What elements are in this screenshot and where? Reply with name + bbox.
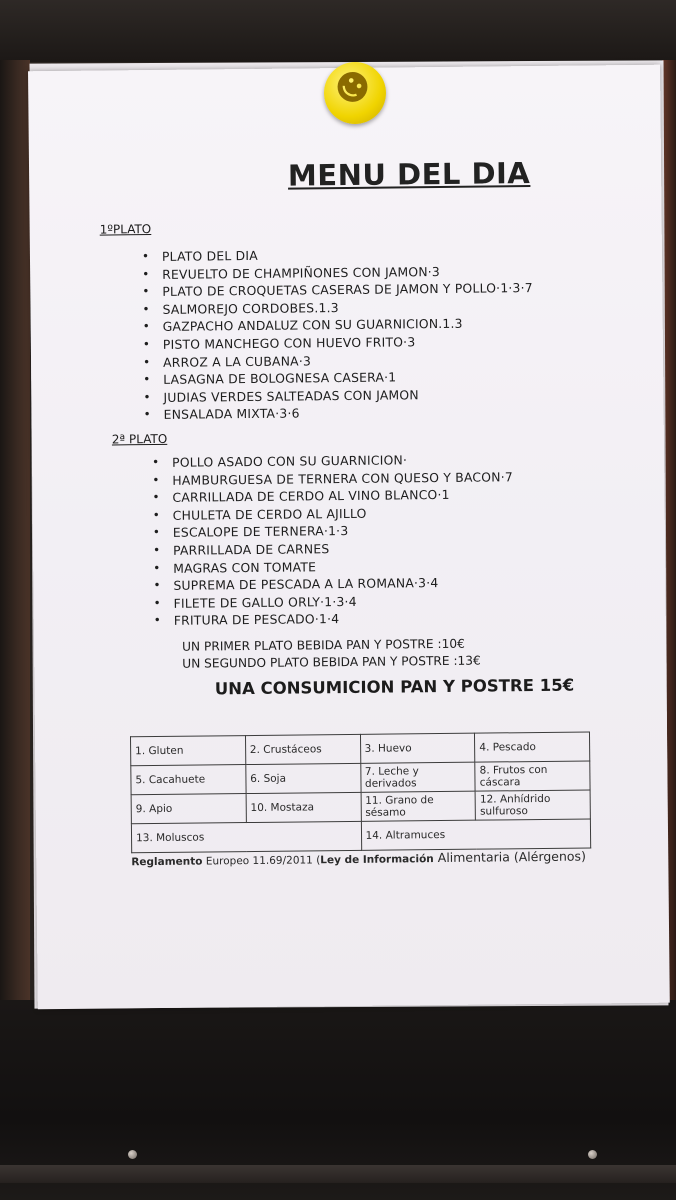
list-item: • FILETE DE GALLO ORLY·1·3·4: [154, 591, 515, 612]
menu-title: MENU DEL DIA: [287, 156, 531, 193]
list-item: • SUPREMA DE PESCADA A LA ROMANA·3·4: [153, 573, 514, 594]
allergen-cell: 1. Gluten: [130, 736, 245, 766]
offer-second-course: UN SEGUNDO PLATO BEBIDA PAN Y POSTRE :13€: [182, 653, 481, 671]
list-item: • REVUELTO DE CHAMPIÑONES CON JAMON·3: [142, 262, 533, 284]
list-item: • PLATO DEL DIA: [142, 244, 533, 266]
case-rail: [0, 1165, 676, 1183]
screw-icon: [588, 1150, 597, 1159]
allergen-cell: 9. Apio: [131, 794, 246, 824]
second-course-label: 2ª PLATO: [111, 431, 168, 447]
smiley-pushpin-icon: [324, 62, 386, 124]
regulation-part: Europeo 11.69/2011 (: [202, 854, 321, 868]
case-frame-top: [0, 0, 676, 62]
list-item: • PLATO DE CROQUETAS CASERAS DE JAMON Y POLLO·1·3·7: [142, 279, 533, 301]
list-item: • PARRILLADA DE CARNES: [153, 538, 514, 559]
list-item: • GAZPACHO ANDALUZ CON SU GUARNICION.1.3: [143, 314, 534, 336]
allergen-cell: 5. Cacahuete: [131, 765, 246, 795]
list-item: • FRITURA DE PESCADO·1·4: [154, 609, 515, 630]
allergen-cell: 2. Crustáceos: [245, 734, 360, 764]
list-item: • POLLO ASADO CON SU GUARNICION·: [152, 450, 513, 471]
regulation-part: Alimentaria (Alérgenos): [433, 848, 586, 866]
list-item: • ESCALOPE DE TERNERA·1·3: [153, 521, 514, 542]
list-item: • LASAGNA DE BOLOGNESA CASERA·1: [143, 367, 534, 389]
allergen-cell: 8. Frutos con cáscara: [475, 761, 590, 791]
second-course-list: [152, 450, 514, 630]
allergen-cell: 14. Altramuces: [361, 819, 591, 850]
allergen-cell: 10. Mostaza: [246, 792, 361, 822]
allergen-cell: 11. Grano de sésamo: [361, 791, 476, 821]
first-course-list: [142, 244, 534, 424]
list-item: • PISTO MANCHEGO CON HUEVO FRITO·3: [143, 332, 534, 354]
first-course-label: 1ºPLATO: [99, 222, 152, 237]
list-item: • HAMBURGUESA DE TERNERA CON QUESO Y BACON·7: [152, 468, 513, 489]
allergen-cell: 3. Huevo: [360, 733, 475, 763]
screw-icon: [128, 1150, 137, 1159]
list-item: • ARROZ A LA CUBANA·3: [143, 350, 534, 372]
allergen-cell: 6. Soja: [246, 763, 361, 793]
case-frame-left: [0, 60, 30, 1020]
menu-sheet: [28, 65, 670, 1010]
allergen-cell: 7. Leche y derivados: [360, 762, 475, 792]
allergen-cell: 13. Moluscos: [131, 821, 361, 852]
list-item: • JUDIAS VERDES SALTEADAS CON JAMON: [143, 385, 534, 407]
regulation-part: Reglamento: [131, 855, 203, 869]
list-item: • SALMOREJO CORDOBES.1.3: [142, 297, 533, 319]
offer-first-course: UN PRIMER PLATO BEBIDA PAN Y POSTRE :10€: [181, 636, 465, 654]
list-item: • ENSALADA MIXTA·3·6: [144, 402, 535, 424]
list-item: • CHULETA DE CERDO AL AJILLO: [153, 503, 514, 524]
table-row: [131, 819, 590, 853]
smiley-face-icon: ☻: [325, 61, 378, 115]
allergen-table: [130, 731, 591, 853]
regulation-part: Ley de Información: [320, 853, 434, 867]
consumption-offer: UNA CONSUMICION PAN Y POSTRE 15€: [214, 675, 575, 699]
allergen-cell: 12. Anhídrido sulfuroso: [475, 790, 590, 820]
allergen-cell: 4. Pescado: [475, 732, 590, 762]
list-item: • CARRILLADA DE CERDO AL VINO BLANCO·1: [152, 485, 513, 506]
list-item: • MAGRAS CON TOMATE: [153, 556, 514, 577]
